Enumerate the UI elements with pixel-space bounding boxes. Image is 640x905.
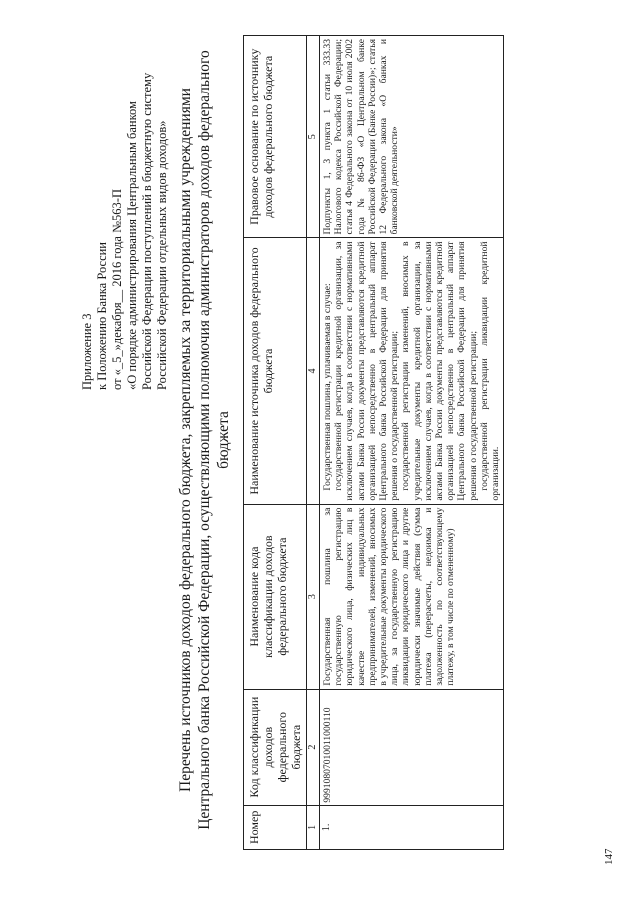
header-source-name: Наименование источника доходов федерального бюджета — [244, 238, 307, 504]
code-name: Государственная пошлина за государственную регистрацию юридического лица, физических лиц в качестве индивидуальных предпринимателей, изменений, вносимых в учредительные документы юридического лица, за государственную регистрацию ликвидации юридического лица и другие юридически значимые действия (сумма платежа (перерасчеты, недоимка и задолженность по соответствующему платежу, в том числе по отмененному) — [320, 504, 504, 689]
appendix-line: к Положению Банка России — [95, 242, 109, 390]
source-paragraph: Государственная пошлина, уплачиваемая в случае: — [322, 283, 333, 491]
header-legal-basis: Правовое основание по источнику доходов федерального бюджета — [244, 36, 307, 239]
table-row — [320, 36, 504, 850]
column-number: 3 — [307, 504, 320, 689]
column-number-row — [307, 36, 320, 850]
appendix-line: от «_5_»декабря__ 2016 года №563-П — [110, 189, 124, 390]
source-paragraph: государственной регистрации изменений, вносимых в учредительные документы кредитной организации, за исключением случаев, когда в соответствии с нормативными актами Банка России документы представляются кредитной организацией непосредственно в центральный аппарат Центрального банка Российской Федерации для принятия решения о государственной регистрации; — [400, 241, 479, 501]
column-number: 1 — [307, 805, 320, 849]
appendix-line: Российской Федерации поступлений в бюджетную систему — [140, 72, 154, 390]
legal-basis: Подпункты 1, 3 пункта 1 статьи 333.33 Налогового кодекса Российской Федерации; статья 4 Федерального закона от 10 июля 2002 года № 86-ФЗ «О Центральном банке Российской Федерации (Банке России)»; статья 12 Федерального закона «О банках и банковской деятельности» — [320, 36, 504, 239]
classification-code: 99910807010011000110 — [320, 689, 504, 805]
appendix-header — [80, 30, 170, 390]
page-number: 147 — [603, 848, 615, 865]
source-paragraph: государственной регистрации кредитной организации, за исключением случаев, когда в соответствии с нормативными актами Банка России документы представляются кредитной организацией непосредственно в центральный аппарат Центрального банка Российской Федерации для принятия решения о государственной регистрации; — [333, 241, 401, 501]
source-name — [320, 238, 504, 504]
header-code-name: Наименование кода классификации доходов федерального бюджета — [244, 504, 307, 689]
column-number: 5 — [307, 36, 320, 239]
source-paragraph: государственной регистрации ликвидации кредитной организации. — [478, 241, 502, 501]
column-number: 2 — [307, 689, 320, 805]
table-header-row — [244, 36, 307, 850]
header-code: Код классификации доходов федерального бюджета — [244, 689, 307, 805]
row-number: 1. — [320, 805, 504, 849]
header-number: Номер — [244, 805, 307, 849]
appendix-line: Российской Федерации отдельных видов доходов» — [155, 120, 169, 390]
document-title: Перечень источников доходов федерального бюджета, закрепляемых за территориальными учреждениями Центрального банка Российской Федерации, осуществляющими полномочия администраторов доходов федерального бюджета — [177, 50, 232, 830]
column-number: 4 — [307, 238, 320, 504]
revenue-sources-table — [243, 35, 504, 850]
appendix-line: Приложение 3 — [80, 313, 94, 390]
appendix-line: «О порядке администрирования Центральным банком — [125, 101, 139, 390]
